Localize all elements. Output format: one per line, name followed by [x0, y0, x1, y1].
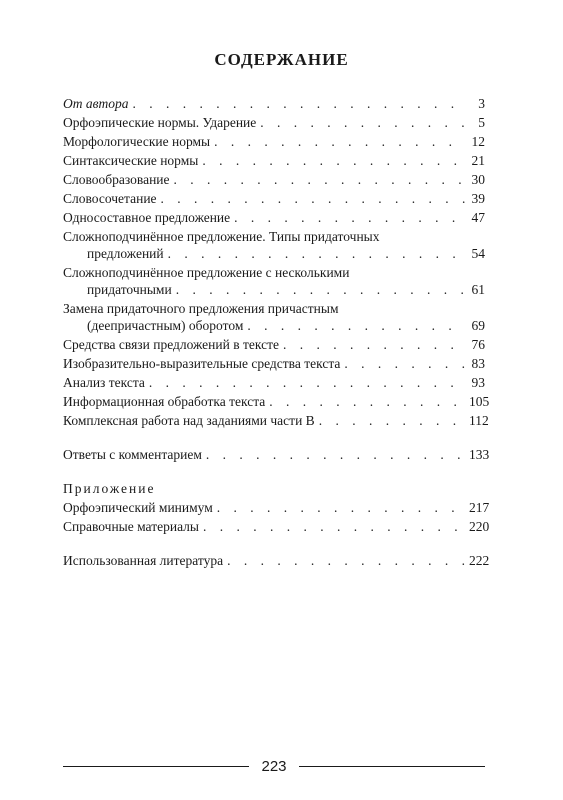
toc-entry [63, 190, 485, 207]
toc-entry [63, 209, 485, 226]
toc-entry-page: 12 [471, 134, 485, 149]
leader-dots [161, 190, 465, 207]
toc-entry-page: 105 [469, 394, 490, 409]
toc-entry [63, 114, 485, 131]
toc-entry-title: Средства связи предложений в тексте [63, 337, 279, 352]
toc-entry [63, 336, 485, 353]
toc-entry [63, 95, 485, 112]
toc-entry-title: Односоставное предложение [63, 210, 231, 225]
toc-entry-title: Комплексная работа над заданиями части В [63, 413, 315, 428]
leader-dots [319, 412, 465, 429]
toc-entry-page: 47 [471, 210, 485, 225]
leader-dots [217, 499, 465, 516]
toc-entry-page: 112 [469, 413, 489, 428]
toc-entry-page: 69 [471, 318, 485, 333]
leader-dots [234, 209, 465, 226]
toc-entry [63, 374, 485, 391]
toc-entry [63, 171, 485, 188]
footer-rule-right [299, 766, 485, 767]
toc-entry-title-line2: придаточными [87, 282, 172, 297]
toc-entry [63, 412, 489, 429]
toc-entry-title: Изобразительно-выразительные средства текста [63, 356, 341, 371]
toc-entry-title-line1: Сложноподчинённое предложение с несколькими [63, 265, 350, 280]
toc-entry-title: Информационная обработка текста [63, 394, 266, 409]
toc-entry-title: Словосочетание [63, 191, 157, 206]
toc-entry [63, 133, 485, 150]
page-title: СОДЕРЖАНИЕ [214, 50, 349, 69]
toc-entry-title-line1: Замена придаточного предложения причастным [63, 301, 339, 316]
toc-entry-page: 133 [469, 447, 490, 462]
toc-entry-title: Словообразование [63, 172, 170, 187]
toc-entry-title: Орфоэпический минимум [63, 500, 213, 515]
toc-entry-title: От автора [63, 96, 129, 111]
toc-entry [63, 518, 490, 535]
page-footer [63, 758, 485, 775]
toc-entry-title: Синтаксические нормы [63, 153, 199, 168]
page-number: 223 [261, 758, 287, 775]
toc-entry [63, 355, 485, 372]
toc-entry-title: Анализ текста [63, 375, 145, 390]
leader-dots [168, 245, 465, 262]
leader-dots [206, 446, 465, 463]
leader-dots [132, 95, 465, 112]
toc-entry-page: 54 [471, 246, 485, 261]
appendix-heading: Приложение [63, 481, 156, 496]
toc-entry-page: 217 [469, 500, 490, 515]
leader-dots [214, 133, 465, 150]
toc-entry [63, 499, 490, 516]
toc-entry-page: 61 [471, 282, 485, 297]
toc-entry [63, 152, 485, 169]
toc-entry-title-line2: предложений [87, 246, 164, 261]
toc-entry-title: Орфоэпические нормы. Ударение [63, 115, 257, 130]
toc-entry-title: Ответы с комментарием [63, 447, 202, 462]
footer-rule-left [63, 766, 249, 767]
leader-dots [149, 374, 465, 391]
toc-entry-page: 5 [478, 115, 485, 130]
leader-dots [174, 171, 465, 188]
toc-entry [63, 552, 490, 569]
toc-entry-title-line2: (деепричастным) оборотом [87, 318, 244, 333]
leader-dots [283, 336, 465, 353]
table-of-contents [63, 95, 490, 571]
leader-dots [247, 317, 465, 334]
toc-entry-page: 93 [471, 375, 485, 390]
toc-entry [63, 393, 490, 410]
toc-entry-page: 83 [471, 356, 485, 371]
toc-entry-title-line1: Сложноподчинённое предложение. Типы придаточных [63, 229, 380, 244]
toc-entry-title: Морфологические нормы [63, 134, 211, 149]
toc-entry-page: 30 [471, 172, 485, 187]
toc-entry-title: Справочные материалы [63, 519, 199, 534]
leader-dots [227, 552, 465, 569]
toc-entry-multiline [63, 300, 485, 334]
leader-dots [269, 393, 465, 410]
toc-entry-page: 222 [469, 553, 490, 568]
leader-dots [203, 518, 465, 535]
toc-entry-page: 220 [469, 519, 490, 534]
leader-dots [344, 355, 465, 372]
toc-entry-page: 76 [471, 337, 485, 352]
toc-entry [63, 446, 490, 463]
toc-entry-multiline [63, 228, 485, 262]
leader-dots [260, 114, 465, 131]
leader-dots [176, 281, 465, 298]
toc-entry-page: 39 [471, 191, 485, 206]
toc-entry-page: 3 [478, 96, 485, 111]
toc-entry-multiline [63, 264, 485, 298]
toc-entry-page: 21 [471, 153, 485, 168]
toc-entry-title: Использованная литература [63, 553, 224, 568]
leader-dots [202, 152, 465, 169]
